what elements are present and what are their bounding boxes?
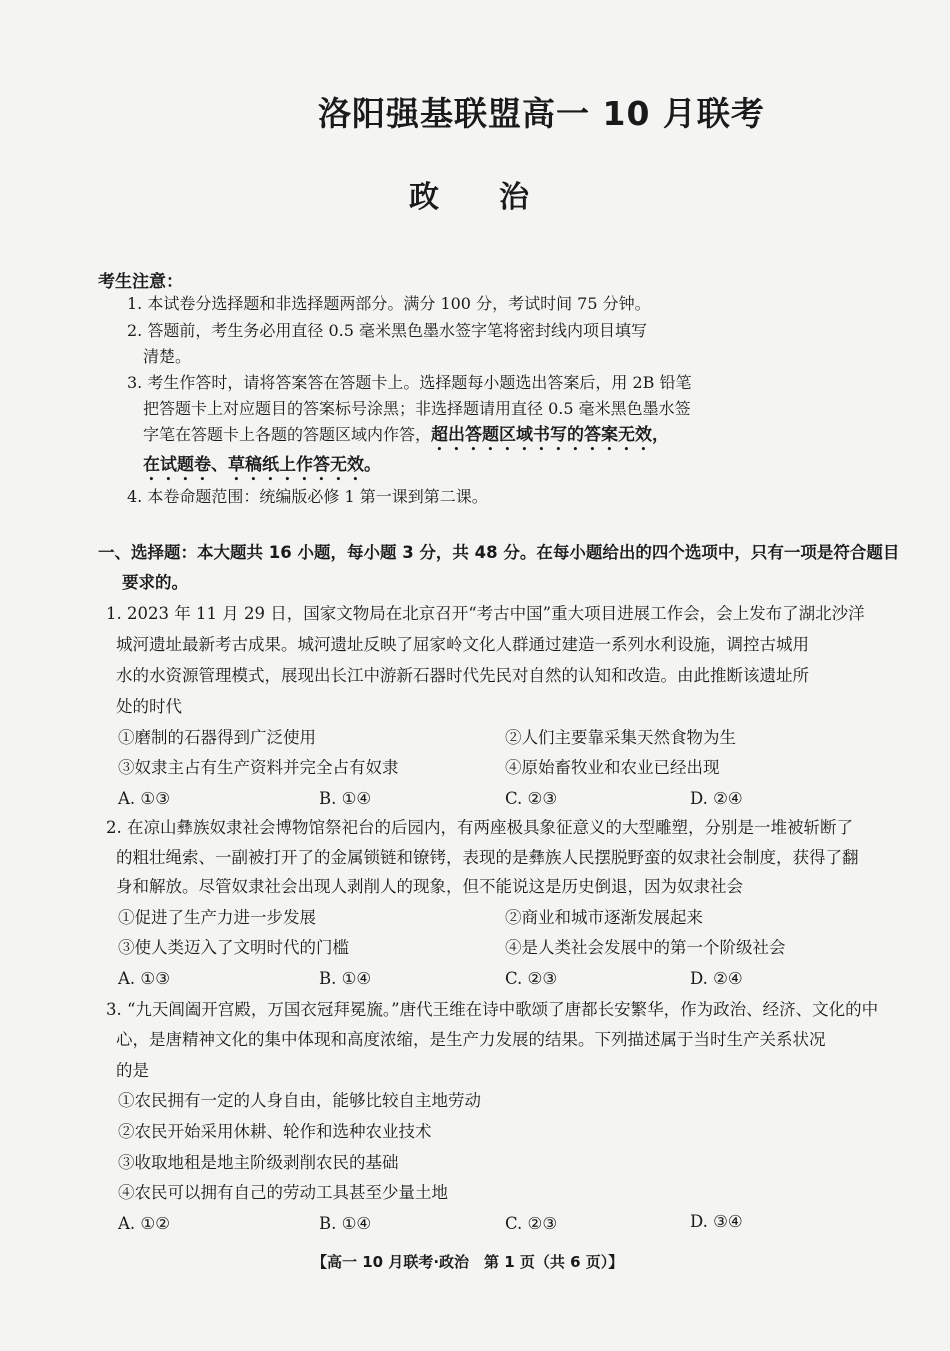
q3-option-a[interactable]: A. ①② xyxy=(118,1214,170,1233)
q3-statement-4: ④农民可以拥有自己的劳动工具甚至少量土地 xyxy=(118,1183,448,1202)
subject-title: 政 治 xyxy=(409,180,529,215)
question-3-stem-2: 心，是唐精神文化的集中体现和高度浓缩，是生产力发展的结果。下列描述属于当时生产关系状况 xyxy=(116,1030,826,1049)
q3-statement-1: ①农民拥有一定的人身自由，能够比较自主地劳动 xyxy=(118,1091,481,1110)
question-1-stem-3: 水的水资源管理模式，展现出长江中游新石器时代先民对自然的认知和改造。由此推断该遗址所 xyxy=(116,666,809,685)
question-1-stem-4: 处的时代 xyxy=(116,697,182,716)
question-2-stem-3: 身和解放。尽管奴隶社会出现人剥削人的现象，但不能说这是历史倒退，因为奴隶社会 xyxy=(116,877,743,896)
q1-statement-3: ③奴隶主占有生产资料并完全占有奴隶 xyxy=(118,758,399,777)
notice-item-3-cont-1: 把答题卡上对应题目的答案标号涂黑；非选择题请用直径 0.5 毫米黑色墨水签 xyxy=(143,399,691,418)
notice-emphasis-1: 超出答题区域书写的答案无效， xyxy=(431,425,670,445)
q3-option-d[interactable]: D. ③④ xyxy=(690,1212,743,1231)
q2-statement-3: ③使人类迈入了文明时代的门槛 xyxy=(118,938,349,957)
q2-statement-2: ②商业和城市逐渐发展起来 xyxy=(505,908,703,927)
q1-statement-4: ④原始畜牧业和农业已经出现 xyxy=(505,758,720,777)
notice-item-3-text: 字笔在答题卡上各题的答题区域内作答， xyxy=(143,425,432,444)
notice-emphasis-2: 在试题卷、草稿纸上作答无效。 xyxy=(143,455,381,475)
q2-statement-1: ①促进了生产力进一步发展 xyxy=(118,908,316,927)
q2-statement-4: ④是人类社会发展中的第一个阶级社会 xyxy=(505,938,786,957)
q1-option-d[interactable]: D. ②④ xyxy=(690,789,743,808)
question-2-stem: 2. 在凉山彝族奴隶社会博物馆祭祀台的后园内，有两座极具象征意义的大型雕塑，分别是一堆被斩断了 xyxy=(106,818,853,837)
q1-option-b[interactable]: B. ①④ xyxy=(319,789,372,808)
q3-option-c[interactable]: C. ②③ xyxy=(505,1214,558,1233)
notice-item-2: 2. 答题前，考生务必用直径 0.5 毫米黑色墨水签字笔将密封线内项目填写 xyxy=(127,321,647,340)
question-1-stem: 1. 2023 年 11 月 29 日，国家文物局在北京召开“考古中国”重大项目进展工作会，会上发布了湖北沙洋 xyxy=(106,604,865,623)
q1-statement-1: ①磨制的石器得到广泛使用 xyxy=(118,728,316,747)
notice-item-1: 1. 本试卷分选择题和非选择题两部分。满分 100 分，考试时间 75 分钟。 xyxy=(127,294,651,313)
notice-item-4: 4. 本卷命题范围：统编版必修 1 第一课到第二课。 xyxy=(127,487,488,506)
page-footer: 【高一 10 月联考·政治 第 1 页（共 6 页）】 xyxy=(312,1253,624,1271)
q1-option-c[interactable]: C. ②③ xyxy=(505,789,558,808)
exam-title: 洛阳强基联盟高一 10 月联考 xyxy=(318,94,765,133)
section-heading: 一、选择题：本大题共 16 小题，每小题 3 分，共 48 分。在每小题给出的四个选项中，只有一项是符合题目 xyxy=(98,543,900,562)
question-1-stem-2: 城河遗址最新考古成果。城河遗址反映了屈家岭文化人群通过建造一系列水利设施，调控古城用 xyxy=(116,635,809,654)
notice-item-2-cont: 清楚。 xyxy=(143,347,192,366)
section-heading-cont: 要求的。 xyxy=(122,573,188,592)
q2-option-a[interactable]: A. ①③ xyxy=(118,969,170,988)
notice-item-3: 3. 考生作答时，请将答案答在答题卡上。选择题每小题选出答案后，用 2B 铅笔 xyxy=(127,373,692,392)
q3-option-b[interactable]: B. ①④ xyxy=(319,1214,372,1233)
question-3-stem-3: 的是 xyxy=(116,1061,149,1080)
q3-statement-2: ②农民开始采用休耕、轮作和选种农业技术 xyxy=(118,1122,432,1141)
notice-heading: 考生注意： xyxy=(98,272,183,292)
question-2-stem-2: 的粗壮绳索、一副被打开了的金属锁链和镣铐，表现的是彝族人民摆脱野蛮的奴隶社会制度，获得了翻 xyxy=(116,848,859,867)
question-3-stem: 3. “九天阊阖开宫殿，万国衣冠拜冕旒。”唐代王维在诗中歌颂了唐都长安繁华，作为政治、经济、文化的中 xyxy=(106,1000,879,1019)
q1-option-a[interactable]: A. ①③ xyxy=(118,789,170,808)
q2-option-b[interactable]: B. ①④ xyxy=(319,969,372,988)
q3-statement-3: ③收取地租是地主阶级剥削农民的基础 xyxy=(118,1153,399,1172)
q2-option-c[interactable]: C. ②③ xyxy=(505,969,558,988)
q2-option-d[interactable]: D. ②④ xyxy=(690,969,743,988)
notice-item-3-cont-2 xyxy=(143,424,669,455)
q1-statement-2: ②人们主要靠采集天然食物为生 xyxy=(505,728,736,747)
